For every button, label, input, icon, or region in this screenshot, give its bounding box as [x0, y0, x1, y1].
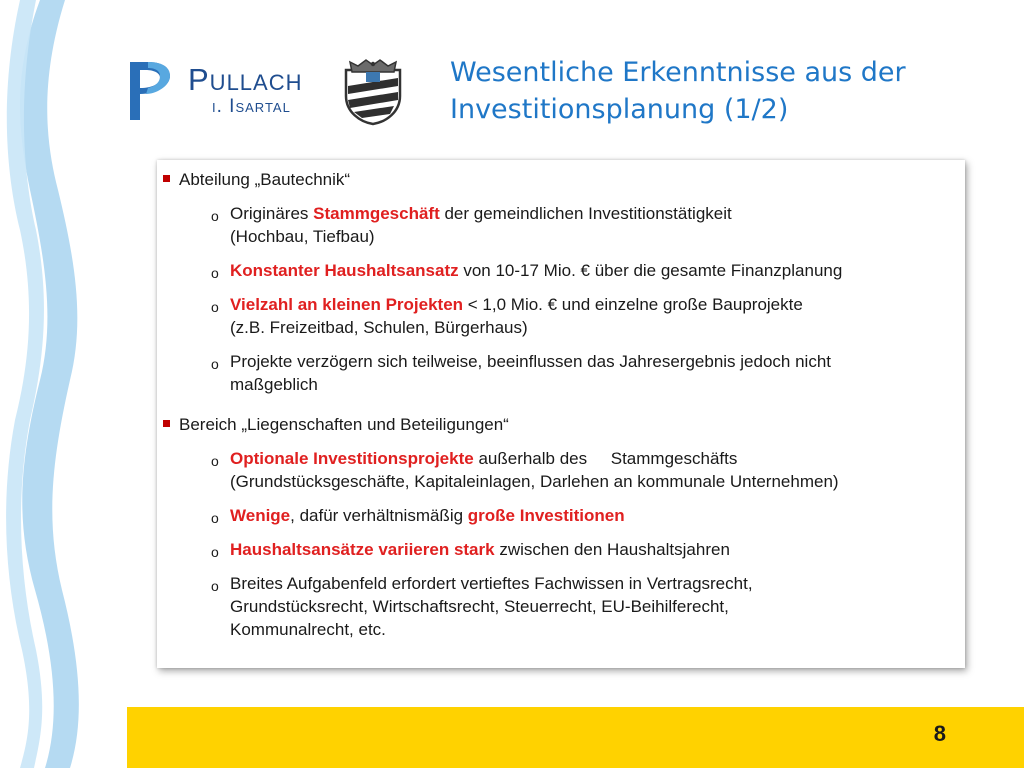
pullach-logo-wordmark — [188, 64, 302, 118]
circle-bullet-icon: o — [211, 453, 219, 469]
square-bullet-icon — [163, 175, 170, 182]
highlighted-text: große Investitionen — [467, 506, 625, 525]
list-item — [211, 504, 946, 527]
highlighted-text: Vielzahl an kleinen Projekten — [230, 295, 464, 314]
list-item-continuation: (Hochbau, Tiefbau) — [230, 227, 375, 246]
list-item — [211, 447, 946, 493]
highlighted-text: Wenige — [230, 506, 291, 525]
decorative-wave — [0, 0, 110, 768]
text-segment: Breites Aufgabenfeld erfordert vertieftes Fachwissen in Vertragsrecht, — [230, 574, 753, 593]
list-item-text — [211, 202, 946, 248]
circle-bullet-icon: o — [211, 578, 219, 594]
list-item-text — [211, 504, 946, 527]
list-item-continuation: (Grundstücksgeschäfte, Kapitaleinlagen, Darlehen an kommunale Unternehmen) — [230, 472, 839, 491]
list-item — [211, 293, 946, 339]
list-item — [211, 572, 946, 641]
footer-bar — [127, 707, 1024, 768]
circle-bullet-icon: o — [211, 265, 219, 281]
text-segment: der gemeindlichen Investitionstätigkeit — [439, 204, 732, 223]
list-item-continuation: Grundstücksrecht, Wirtschaftsrecht, Steuerrecht, EU-Beihilferecht, — [230, 597, 729, 616]
list-item-text — [211, 350, 946, 396]
list-item-text — [211, 293, 946, 339]
square-bullet-icon — [163, 420, 170, 427]
text-segment: zwischen den Haushaltsjahren — [494, 540, 730, 559]
highlighted-text: Konstanter Haushaltsansatz — [230, 261, 459, 280]
section-heading-text: Bereich „Liegenschaften und Beteiligungen“ — [179, 415, 509, 434]
text-segment: < 1,0 Mio. € und einzelne große Bauprojekte — [463, 295, 803, 314]
slide-title — [450, 54, 990, 128]
page-number: 8 — [933, 721, 946, 746]
text-segment: außerhalb des Stammgeschäfts — [473, 449, 738, 468]
list-item — [211, 350, 946, 396]
text-segment: Projekte verzögern sich teilweise, beeinflussen das Jahresergebnis jedoch nicht — [230, 352, 832, 371]
list-item — [211, 259, 946, 282]
slide-title-line1: Wesentliche Erkenntnisse aus der — [450, 57, 906, 88]
list-item — [211, 202, 946, 248]
list-item-continuation: (z.B. Freizeitbad, Schulen, Bürgerhaus) — [230, 318, 528, 337]
circle-bullet-icon: o — [211, 208, 219, 224]
text-segment: , dafür verhältnismäßig — [290, 506, 468, 525]
list-item — [211, 538, 946, 561]
circle-bullet-icon: o — [211, 510, 219, 526]
circle-bullet-icon: o — [211, 299, 219, 315]
logo-line2: i. Isartal — [212, 96, 291, 117]
list-item-continuation: Kommunalrecht, etc. — [230, 620, 386, 639]
content-panel — [157, 160, 965, 668]
highlighted-text: Stammgeschäft — [313, 204, 440, 223]
list-item-text — [211, 447, 946, 493]
section-heading — [163, 168, 350, 191]
logo-line1: Pullach — [188, 62, 303, 97]
list-item-continuation: maßgeblich — [230, 375, 318, 394]
pullach-logo — [126, 58, 336, 128]
list-item-text — [211, 538, 946, 561]
section-heading-text: Abteilung „Bautechnik“ — [179, 170, 351, 189]
circle-bullet-icon: o — [211, 544, 219, 560]
text-segment: Originäres — [230, 204, 314, 223]
text-segment: von 10-17 Mio. € über die gesamte Finanzplanung — [458, 261, 843, 280]
highlighted-text: Optionale Investitionsprojekte — [230, 449, 474, 468]
pullach-logo-mark-icon — [126, 58, 174, 124]
section-heading — [163, 413, 509, 436]
slide-title-line2: Investitionsplanung (1/2) — [450, 94, 789, 125]
list-item-text — [211, 259, 946, 282]
circle-bullet-icon: o — [211, 356, 219, 372]
highlighted-text: Haushaltsansätze variieren stark — [230, 540, 495, 559]
list-item-text — [211, 572, 946, 641]
coat-of-arms-icon — [340, 56, 406, 126]
